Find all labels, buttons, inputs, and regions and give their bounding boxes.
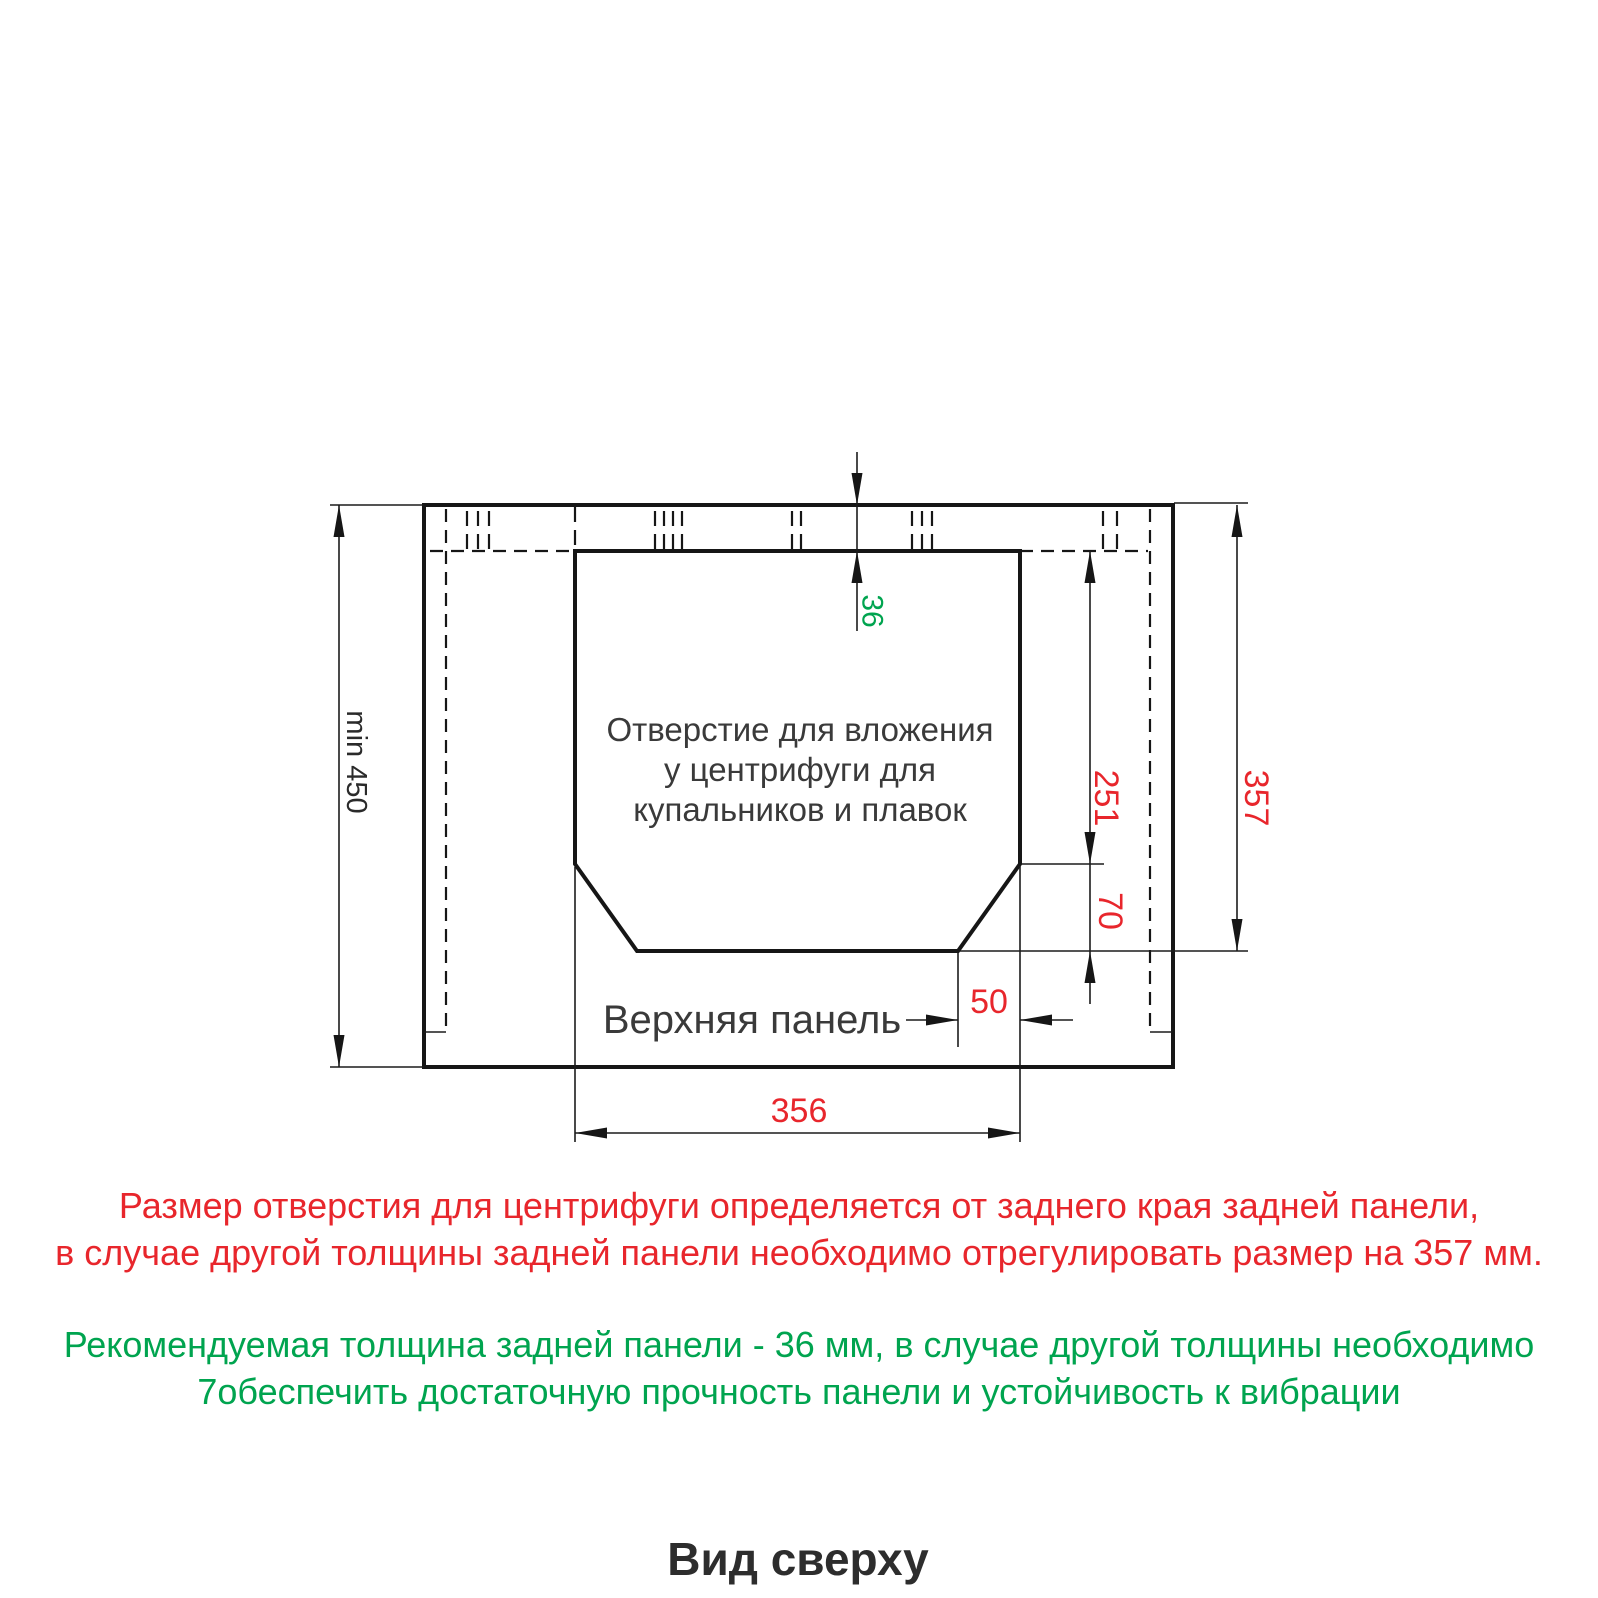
note-green-line2: 7обеспечить достаточную прочность панели и устойчивость к вибрации bbox=[197, 1371, 1401, 1412]
arrow-front-depth-bottom bbox=[1085, 832, 1096, 864]
arrow-chamfer-depth-bottom bbox=[1085, 951, 1096, 983]
arrow-front-depth-top bbox=[1085, 551, 1096, 583]
arrow-back-thickness-top bbox=[852, 473, 863, 505]
dim-label-chamfer-width: 50 bbox=[970, 983, 1008, 1021]
arrow-min-height-top bbox=[334, 505, 345, 537]
cutout-label bbox=[606, 711, 993, 828]
cutout-label-line1: Отверстие для вложения bbox=[606, 711, 994, 748]
arrow-min-height-bottom bbox=[334, 1035, 345, 1067]
dim-label-chamfer-depth: 70 bbox=[1091, 892, 1129, 930]
cutout-label-line2: у центрифуги для bbox=[664, 751, 936, 788]
fastener-marks bbox=[467, 511, 1117, 549]
note-green bbox=[64, 1324, 1534, 1412]
arrow-chamfer-width-right bbox=[1020, 1015, 1052, 1026]
arrow-total-depth-bottom bbox=[1232, 919, 1243, 951]
arrow-chamfer-width-left bbox=[926, 1015, 958, 1026]
note-red-line1: Размер отверстия для центрифуги определяется от заднего края задней панели, bbox=[118, 1185, 1480, 1226]
arrow-hole-width-right bbox=[988, 1128, 1020, 1139]
arrow-hole-width-left bbox=[575, 1128, 607, 1139]
note-red bbox=[55, 1185, 1543, 1273]
dim-label-front-depth: 251 bbox=[1087, 769, 1125, 827]
dim-label-back-thickness: 36 bbox=[855, 594, 889, 628]
cutout-label-line3: купальников и плавок bbox=[633, 791, 967, 828]
dim-label-min-height: min 450 bbox=[340, 710, 372, 814]
arrow-total-depth-top bbox=[1232, 505, 1243, 537]
view-title: Вид сверху bbox=[667, 1533, 929, 1585]
top-panel-label: Верхняя панель bbox=[602, 998, 902, 1042]
note-green-line1: Рекомендуемая толщина задней панели - 36 мм, в случае другой толщины необходимо bbox=[63, 1324, 1535, 1365]
dim-label-total-depth: 357 bbox=[1237, 769, 1275, 827]
note-red-line2: в случае другой толщины задней панели необходимо отрегулировать размер на 357 мм. bbox=[55, 1232, 1543, 1273]
dim-label-hole-width: 356 bbox=[770, 1092, 828, 1130]
arrow-back-thickness-bottom bbox=[852, 551, 863, 583]
